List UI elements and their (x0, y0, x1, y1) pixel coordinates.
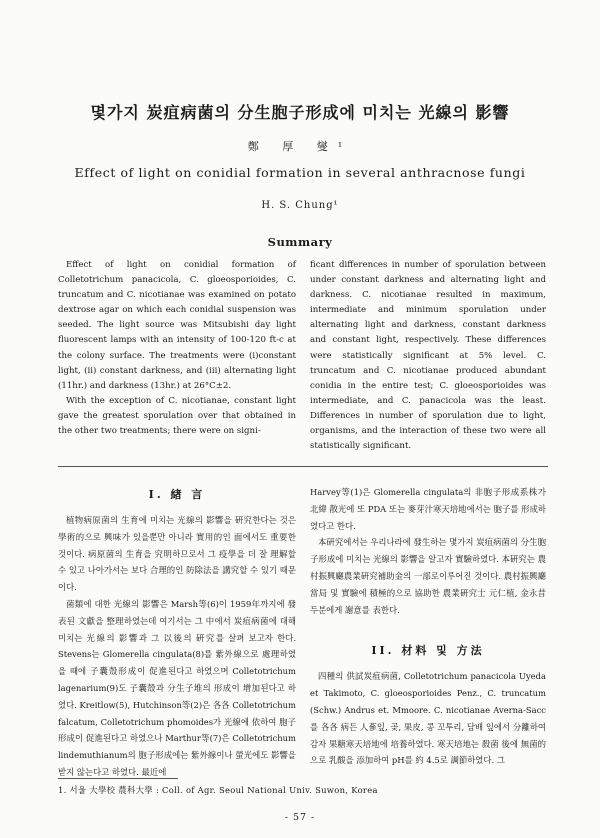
korean-author: 鄭 厚 燮¹ (247, 140, 353, 153)
summary-paragraph: With the exception of C. nicotianae, constant light gave the greatest sporulation over that obtained in the other two treatments; there were on signi- (58, 395, 296, 437)
body-paragraph: 菌類에 대한 光線의 影響은 Marsh等(6)이 1959年까지에 發表된 文獻을 整理하였는데 여기서는 그 中에서 炭疽病菌에 대해 미치는 光線의 影響과 그 以後의 硏究를 살펴 보고자 한다. Stevens는 Glomerella cingulata(8)를 紫外線으로 處理하였을 때에 子囊殼形成이 促進된다고 하였으며 Colletotrichum lagenarium(9)도 子囊殼과 分生子堆의 形成이 增加된다고 하였다. Kreitlow(5), Hutchinson等(2)은 各各 Colletotrichum falcatum, Colletotrichum phomoides가 光線에 依하여 胞子形成이 促進된다고 하였으나 Marthur等(7)은 Colletotrichum lindemuthianum의 胞子形成에는 紫外線이나 螢光에도 影響을 받지 않는다고 하였다. 最近에 (58, 598, 296, 777)
footnote-rule (58, 778, 178, 779)
body-paragraph: Harvey等(1)은 Glomerella cingulata의 非胞子形成系株가 北緯 散光에 또 PDA 또는 麥芽汁寒天培地에서는 胞子를 形成하였다고 한다. (310, 487, 546, 531)
body-paragraph: 四種의 供試炭疽病菌, Colletotrichum panacicola Uyeda et Takimoto, C. gloeosporioides Penz., C. truncatum (Schw.) Andrus et. Mmoore. C. nicotianae Averna-Sacc 를 各各 病든 人蔘잎, 곶, 果皮, 콩 꼬투리, 담배 잎에서 分離하여 감자 果糖寒天培地에 培養하였다. 寒天培地는 殺菌 後에 無菌的으로 乳酸을 添加하여 pH를 約 4.5로 調節하였다. 그 (310, 671, 546, 766)
summary-heading: Summary (267, 235, 333, 249)
footnote: 1. 서울 大學校 農科大學 : Coll. of Agr. Seoul National Univ. Suwon, Korea (58, 785, 378, 795)
section-divider (58, 466, 548, 467)
english-author: H. S. Chung¹ (261, 200, 339, 211)
section-heading-introduction: I. 緖 言 (148, 488, 206, 501)
english-title: Effect of light on conidial formation in several anthracnose fungi (74, 165, 526, 180)
korean-title: 몇가지 炭疽病菌의 分生胞子形成에 미치는 光線의 影響 (90, 103, 510, 122)
summary-paragraph: ficant differences in number of sporulation between under constant darkness and alternating light and darkness. C. nicotianae resulted in maximum, intermediate and minimum sporulation under alternating light and darkness, constant darkness and constant light, respectively. These differences were statistically significant at 5% level. C. truncatum and C. nicotianae produced abundant conidia in the entire test; C. gloeosporioides was intermediate, and C. panacicola was the least. Differences in number of sporulation due to light, organisms, and the interaction of these two were all statistically significant. (310, 260, 546, 452)
body-left-column (58, 484, 296, 781)
body-right-column (310, 484, 546, 769)
section-heading-methods: II. 材料 및 方法 (371, 644, 485, 658)
page-number: - 57 - (284, 812, 316, 823)
summary-left-column (58, 258, 296, 439)
summary-right-column (310, 258, 546, 454)
body-paragraph: 本硏究에서는 우리나라에 發生하는 몇가지 炭疽病菌의 分生胞子形成에 미치는 光線의 影響을 알고자 實驗하였다. 本硏究는 農村振興廳農業硏究補助金의 一部로이루어진 것이다. 農村振興廳 當局 및 實驗에 積極的으로 協助한 農業硏究士 元仁植, 金永昔 두분에게 謝意를 表한다. (310, 537, 546, 615)
summary-paragraph: Effect of light on conidial formation of Colletotrichum panacicola, C. gloeosporioides, C. truncatum and C. nicotianae was examined on potato dextrose agar on which each conidial suspension was seeded. The light source was Mitsubishi day light fluorescent lamps with an intensity of 100-120 ft-c at the colony surface. The treatments were (i)constant light, (ii) constant darkness, and (iii) alternating light (11hr.) and darkness (13hr.) at 26°C±2. (58, 260, 296, 391)
body-paragraph: 植物病原菌의 生育에 미치는 光線의 影響을 硏究한다는 것은 學術的으로 興味가 있을뿐만 아니라 實用的인 面에서도 重要한 것이다. 病原菌의 生育을 究明하므로서 그 疫學을 더 잘 理解할 수 있고 나아가서는 보다 合理的인 防除法을 講究할 수 있기 때문이다. (58, 515, 296, 593)
